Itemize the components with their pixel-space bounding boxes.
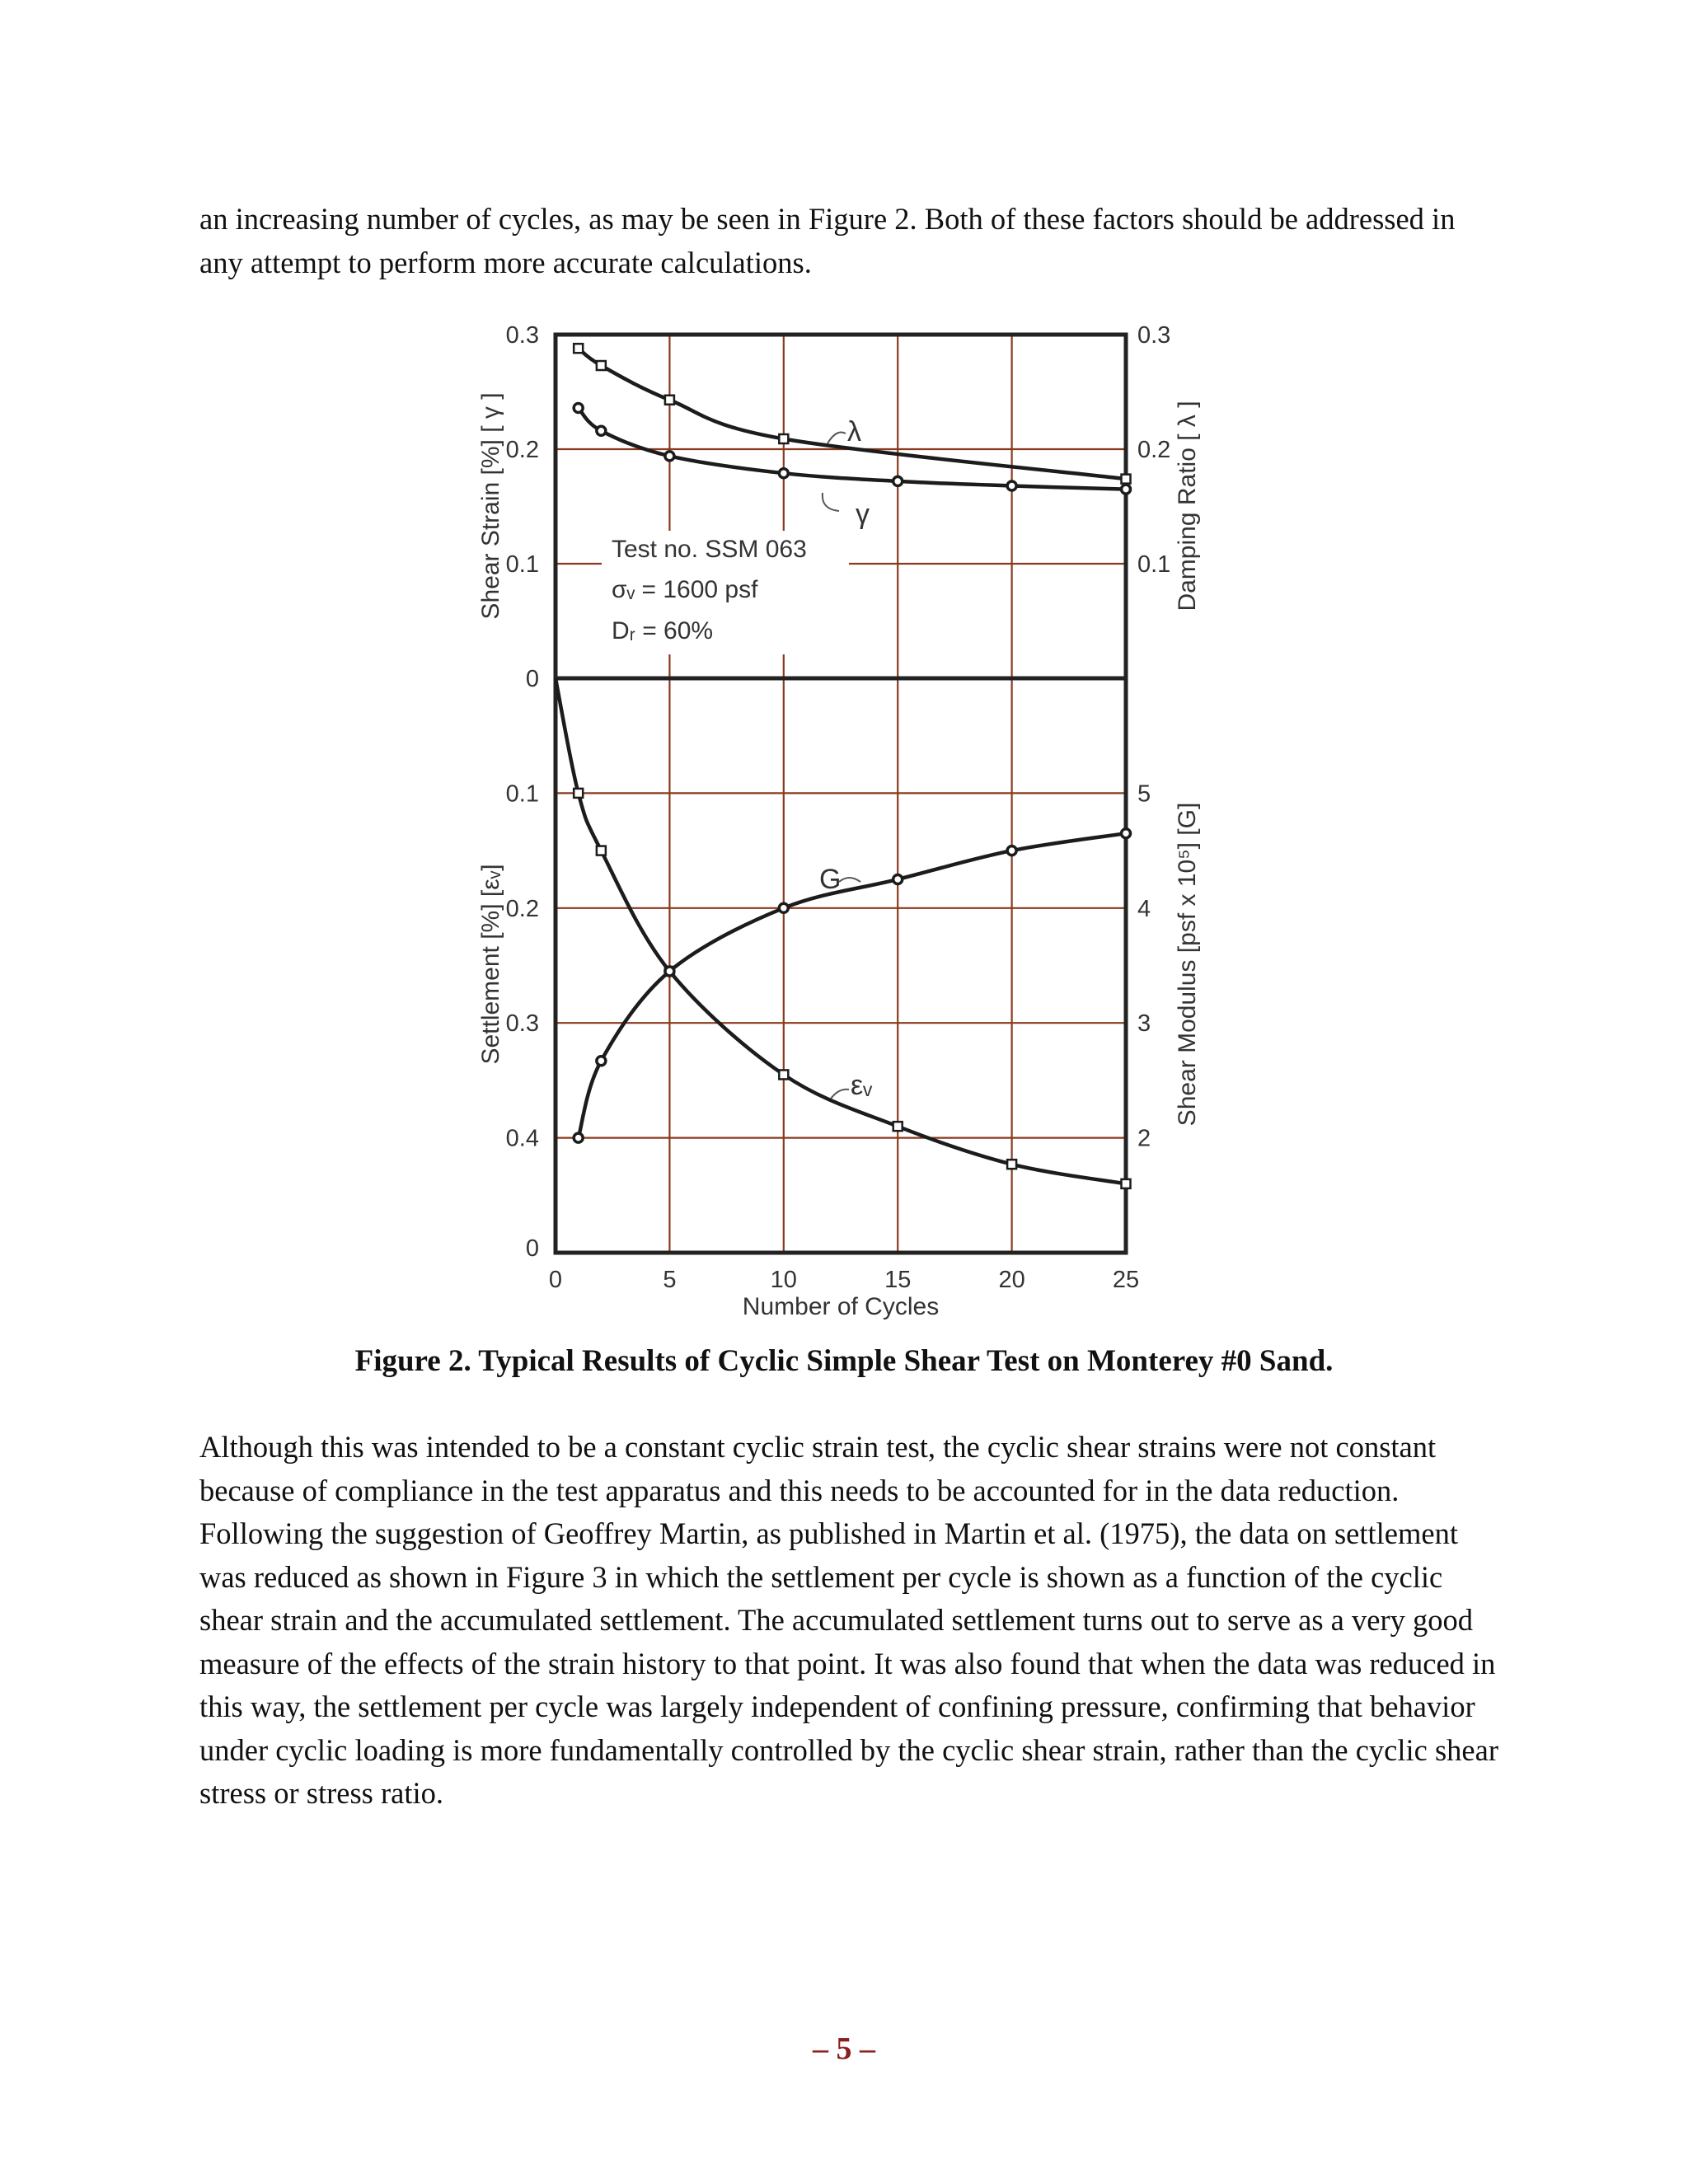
x-tick-label: 5 xyxy=(663,1267,677,1293)
data-point-settlement xyxy=(779,1070,788,1079)
y-tick-label-right: 0.3 xyxy=(1137,322,1171,349)
axis-title-settlement: Settlement [%] [εᵥ] xyxy=(477,864,504,1065)
data-point-settlement xyxy=(597,846,606,855)
y-tick-label-left: 0.2 xyxy=(505,895,539,922)
series-line-settlement xyxy=(556,678,1126,1183)
data-point-shear-strain xyxy=(1007,481,1016,490)
paragraph-2: Although this was intended to be a constant cyclic strain test, the cyclic shear strains were not constant because of compliance in the test apparatus and this needs to be accounted for in the data reduction. Following the suggestion of Geoffrey Martin, as published in Martin et al. (1975), the data on settlement was reduced as shown in Figure 3 in which the settlement per cycle is shown as a function of the cyclic shear strain and the accumulated settlement. The accumulated settlement turns out to serve as a very good measure of the effects of the strain history to that point. It was also found that when the data was reduced in this way, the settlement per cycle was largely independent of confining pressure, confirming that behavior under cyclic loading is more fundamentally controlled by the cyclic shear strain, rather than the cyclic shear stress or stress ratio. xyxy=(199,1430,1498,1810)
y-tick-label-right: 4 xyxy=(1137,895,1151,922)
y-tick-label-right: 3 xyxy=(1137,1010,1151,1038)
y-tick-label-left: 0.1 xyxy=(505,551,539,578)
data-point-settlement xyxy=(1122,1179,1131,1188)
x-tick-label: 15 xyxy=(884,1267,912,1293)
y-tick-label-left: 0.3 xyxy=(505,322,539,349)
paragraph-1: an increasing number of cycles, as may be seen in Figure 2. Both of these factors should be addressed in any attempt to perform more accurate calculations. xyxy=(199,202,1456,279)
data-point-settlement xyxy=(1007,1160,1016,1169)
series-label-gamma: γ xyxy=(856,499,870,530)
figure-caption: Figure 2. Typical Results of Cyclic Simple Shear Test on Monterey #0 Sand. xyxy=(354,1344,1334,1378)
axis-title-x: Number of Cycles xyxy=(742,1293,940,1320)
data-point-shear-strain xyxy=(779,469,788,478)
y-tick-label-left: 0.4 xyxy=(505,1125,539,1152)
data-point-shear-strain xyxy=(893,476,903,485)
annotation-dr: Dᵣ = 60% xyxy=(612,617,714,644)
axis-title-shear-modulus: Shear Modulus [psf x 10⁵] [G] xyxy=(1174,802,1201,1127)
data-point-shear-strain xyxy=(574,403,583,412)
data-point-damping-ratio xyxy=(779,434,788,443)
y-tick-label-left: 0.2 xyxy=(505,437,539,463)
data-point-shear-strain xyxy=(665,452,674,461)
y-tick-label-right: 5 xyxy=(1137,780,1151,808)
data-point-shear-strain xyxy=(597,426,606,435)
series-label-g: G xyxy=(819,864,842,895)
y-tick-label-right: 0.1 xyxy=(1137,551,1171,578)
data-point-settlement xyxy=(574,789,583,798)
data-point-settlement xyxy=(893,1122,903,1131)
data-point-shear-modulus xyxy=(574,1133,583,1142)
series-line-damping-ratio xyxy=(579,349,1126,479)
data-point-shear-modulus xyxy=(893,874,903,883)
axis-title-damping-ratio: Damping Ratio [ λ ] xyxy=(1174,401,1201,612)
x-tick-label: 0 xyxy=(548,1267,563,1293)
data-point-shear-modulus xyxy=(665,967,674,976)
annotation-sigma: σᵥ = 1600 psf xyxy=(612,576,758,603)
data-point-shear-modulus xyxy=(779,903,788,912)
data-point-shear-modulus xyxy=(597,1057,606,1066)
data-point-shear-strain xyxy=(1122,485,1131,494)
data-point-shear-modulus xyxy=(1007,846,1016,855)
y-tick-label-left: 0.3 xyxy=(505,1010,539,1038)
x-tick-label: 20 xyxy=(998,1267,1025,1293)
y-tick-label-right: 2 xyxy=(1137,1125,1151,1152)
page-number: – 5 – xyxy=(813,2032,875,2066)
y-tick-label-right: 0.2 xyxy=(1137,437,1171,463)
axis-title-shear-strain: Shear Strain [%] [ γ ] xyxy=(477,392,504,620)
y-tick-label-left: 0.1 xyxy=(505,780,539,808)
data-point-shear-modulus xyxy=(1122,829,1131,838)
annotation-test-number: Test no. SSM 063 xyxy=(612,536,807,563)
series-label-epsilon: εᵥ xyxy=(851,1070,873,1101)
x-tick-label: 25 xyxy=(1112,1267,1140,1293)
data-point-damping-ratio xyxy=(574,344,583,353)
y-tick-label-left: 0 xyxy=(525,1235,539,1262)
series-label-lambda: λ xyxy=(847,416,861,448)
x-tick-label: 10 xyxy=(770,1267,797,1293)
data-point-damping-ratio xyxy=(1122,475,1131,484)
data-point-damping-ratio xyxy=(597,361,606,370)
cyclic-shear-figure xyxy=(462,313,1228,1335)
data-point-damping-ratio xyxy=(665,396,674,405)
y-tick-label-left: 0 xyxy=(525,666,539,692)
